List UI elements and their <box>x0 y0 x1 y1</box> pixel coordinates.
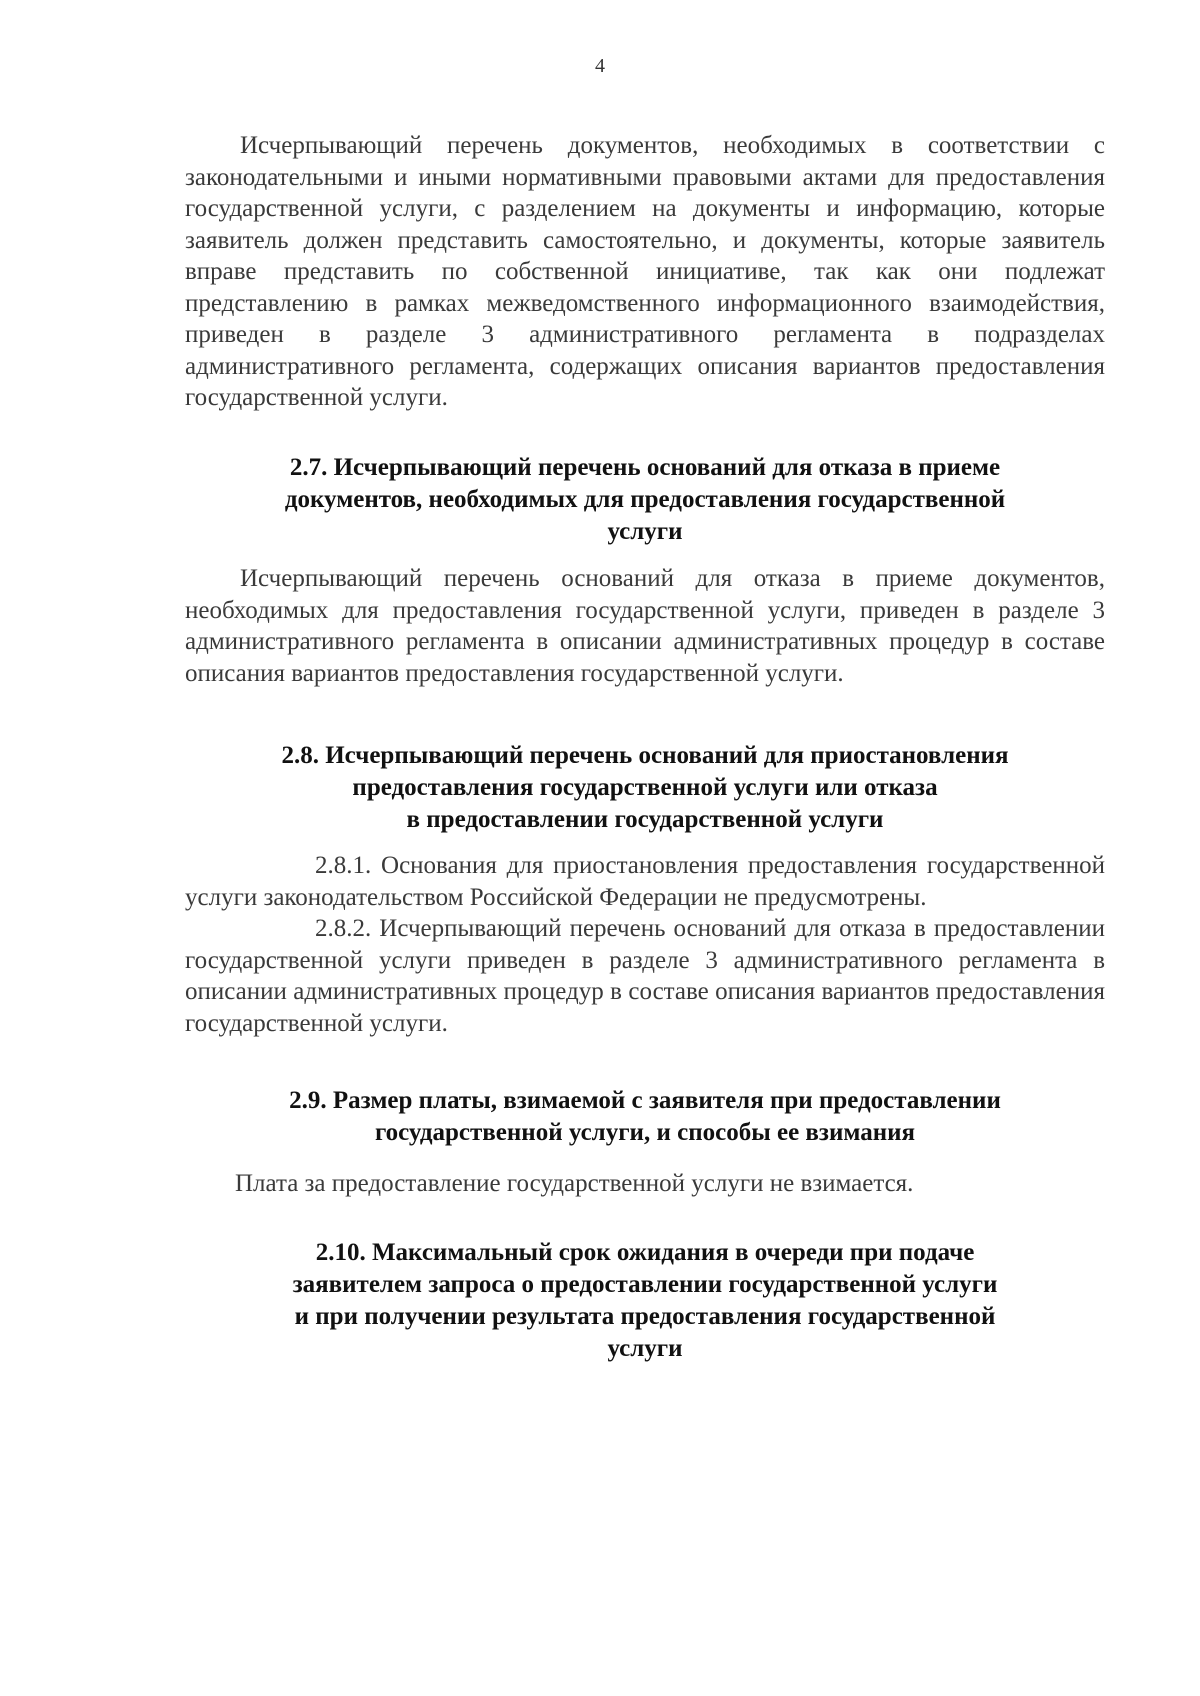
heading-line: 2.7. Исчерпывающий перечень оснований для отказа в приеме <box>289 454 1001 481</box>
heading-line: предоставления государственной услуги или отказа <box>352 774 938 801</box>
heading-line: в предоставлении государственной услуги <box>406 806 884 833</box>
section-2-9-body <box>185 1168 1105 1200</box>
heading-line: услуги <box>607 1335 683 1362</box>
section-2-9-heading <box>185 1085 1105 1149</box>
item-2-8-1: 2.8.1. Основания для приостановления предоставления государственной услуги законодательством Российской Федерации не предусмотрены. <box>185 852 1105 911</box>
section-2-9-paragraph: Плата за предоставление государственной услуги не взимается. <box>235 1170 914 1197</box>
heading-line: 2.10. Максимальный срок ожидания в очереди при подаче <box>315 1239 975 1266</box>
intro-paragraph-block <box>185 130 1105 414</box>
intro-paragraph: Исчерпывающий перечень документов, необходимых в соответствии с законодательными и иными нормативными правовыми актами для предоставления государственной услуги, с разделением на документы и информацию, которые заявитель должен представить самостоятельно, и документы, которые заявитель вправе представить по собственной инициативе, так как они подлежат представлению в рамках межведомственного информационного взаимодействия, приведен в разделе 3 административного регламента в подразделах административного регламента, содержащих описания вариантов предоставления государственной услуги. <box>185 132 1105 411</box>
section-2-7-paragraph: Исчерпывающий перечень оснований для отказа в приеме документов, необходимых для предоставления государственной услуги, приведен в разделе 3 административного регламента в описании административных процедур в составе описания вариантов предоставления государственной услуги. <box>185 565 1105 687</box>
heading-line: 2.8. Исчерпывающий перечень оснований для приостановления <box>281 742 1009 769</box>
section-2-7-body <box>185 563 1105 689</box>
heading-line: заявителем запроса о предоставлении государственной услуги <box>292 1271 998 1298</box>
heading-line: государственной услуги, и способы ее взимания <box>374 1119 916 1146</box>
heading-line: документов, необходимых для предоставления государственной <box>284 486 1006 513</box>
heading-line: и при получении результата предоставления государственной <box>294 1303 996 1330</box>
heading-line: услуги <box>607 518 683 545</box>
section-2-7-heading <box>185 452 1105 548</box>
page-number: 4 <box>595 55 605 77</box>
section-2-10-heading <box>185 1237 1105 1365</box>
heading-line: 2.9. Размер платы, взимаемой с заявителя при предоставлении <box>289 1087 1001 1114</box>
item-2-8-2: 2.8.2. Исчерпывающий перечень оснований для отказа в предоставлении государственной услуги приведен в разделе 3 административного регламента в описании административных процедур в составе описания вариантов предоставления государственной услуги. <box>185 915 1105 1037</box>
section-2-8-heading <box>185 740 1105 836</box>
section-2-8-body <box>185 850 1105 1039</box>
